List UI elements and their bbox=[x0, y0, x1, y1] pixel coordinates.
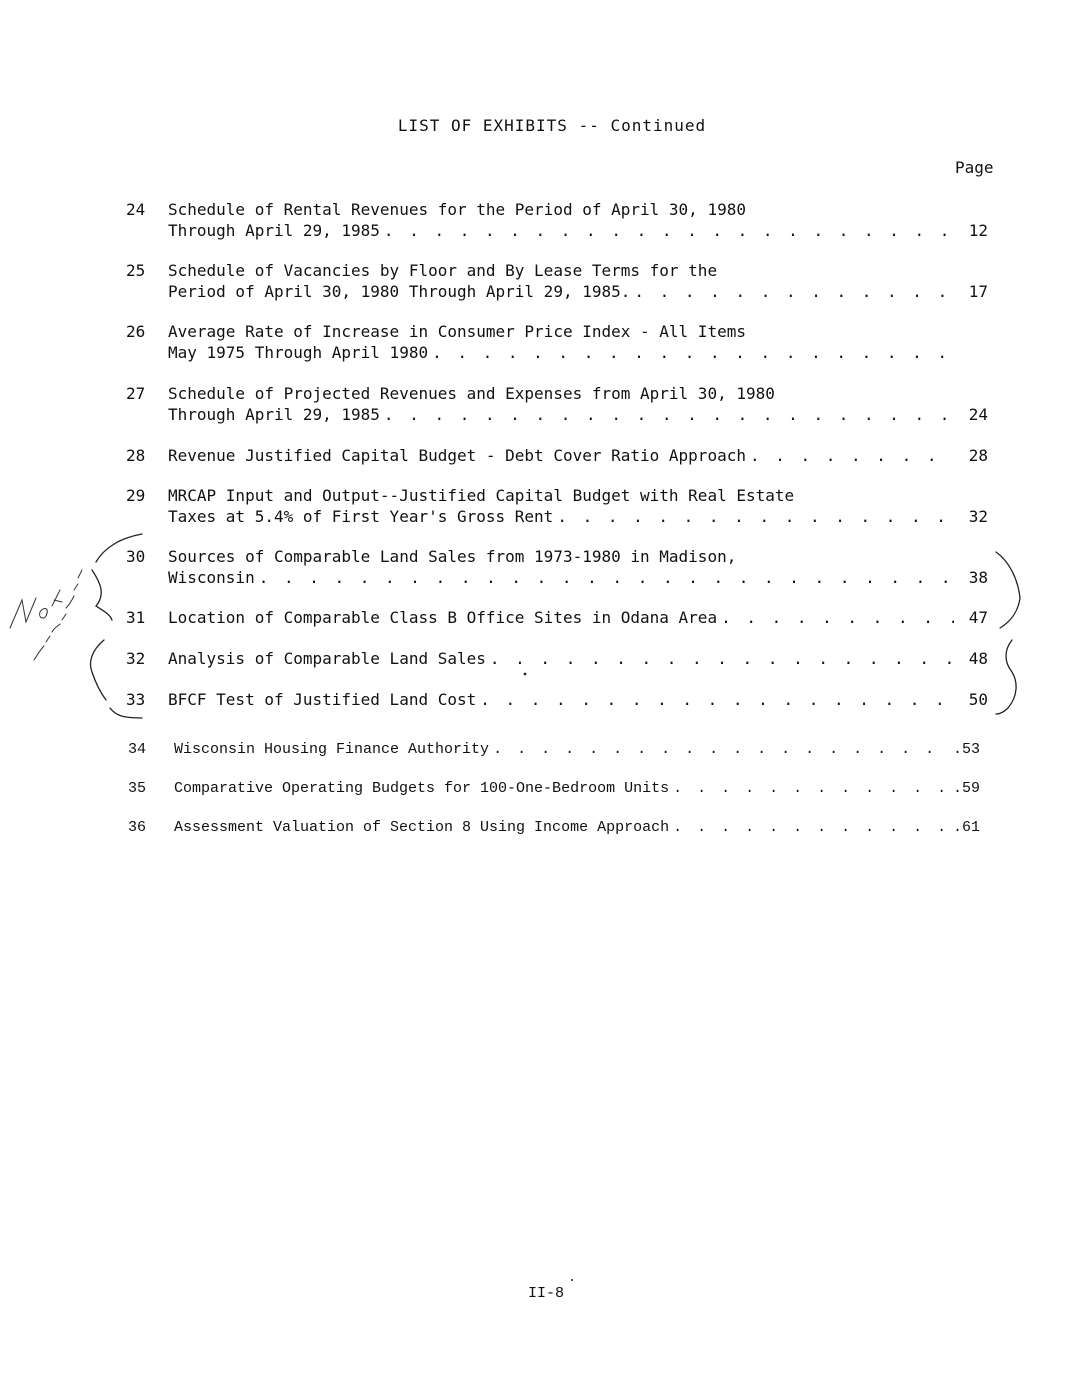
exhibit-number: 34 bbox=[128, 741, 147, 758]
exhibit-number: 36 bbox=[128, 819, 147, 836]
exhibit-number: 26 bbox=[126, 322, 146, 341]
exhibit-page-number: .53 bbox=[952, 741, 980, 758]
exhibit-number: 30 bbox=[126, 547, 146, 566]
exhibit-number: 32 bbox=[126, 649, 146, 668]
exhibit-title-text: Period of April 30, 1980 Through April 29, 1985. bbox=[168, 282, 631, 301]
exhibit-title-text: Wisconsin Housing Finance Authority bbox=[174, 741, 490, 758]
exhibit-page-number: 38 bbox=[968, 568, 988, 587]
exhibit-number: 28 bbox=[126, 446, 146, 465]
bracket-stroke bbox=[91, 640, 107, 700]
handwritten-margin-note bbox=[10, 570, 82, 660]
exhibit-title-text: May 1975 Through April 1980 bbox=[168, 343, 429, 362]
exhibit-title-line: Average Rate of Increase in Consumer Price Index - All Items bbox=[168, 322, 746, 341]
exhibit-title-text: Through April 29, 1985 bbox=[168, 405, 380, 424]
exhibit-number: 25 bbox=[126, 261, 146, 280]
exhibit-page-number: 50 bbox=[968, 690, 988, 709]
exhibit-title-text: Taxes at 5.4% of First Year's Gross Rent bbox=[168, 507, 554, 526]
exhibit-title-text: Through April 29, 1985 bbox=[168, 221, 380, 240]
exhibit-number: 27 bbox=[126, 384, 146, 403]
exhibit-title-line: Sources of Comparable Land Sales from 1973-1980 in Madison, bbox=[168, 547, 737, 566]
exhibit-page-number: 24 bbox=[968, 405, 988, 424]
exhibit-page-number: 47 bbox=[968, 608, 988, 627]
exhibit-title-text: Comparative Operating Budgets for 100-One-Bedroom Units bbox=[174, 780, 670, 797]
exhibit-number: 31 bbox=[126, 608, 146, 627]
exhibit-title-text: Revenue Justified Capital Budget - Debt Cover Ratio Approach bbox=[168, 446, 746, 465]
exhibit-title-text: Wisconsin bbox=[168, 568, 255, 587]
exhibit-title-line: MRCAP Input and Output--Justified Capital Budget with Real Estate bbox=[168, 486, 795, 505]
bracket-stroke bbox=[96, 534, 142, 562]
exhibit-page-number: 32 bbox=[968, 507, 988, 526]
page-title: LIST OF EXHIBITS -- Continued bbox=[397, 116, 707, 135]
exhibit-number: 24 bbox=[126, 200, 146, 219]
page-column-label: Page bbox=[955, 158, 994, 177]
exhibit-page-number: .61 bbox=[952, 819, 980, 836]
exhibit-page-number: 12 bbox=[968, 221, 988, 240]
exhibit-title-text: Location of Comparable Class B Office Sites in Odana Area bbox=[168, 608, 718, 627]
exhibit-page-number: 28 bbox=[968, 446, 988, 465]
exhibit-number: 35 bbox=[128, 780, 147, 797]
exhibit-title-text: Assessment Valuation of Section 8 Using Income Approach bbox=[174, 819, 670, 836]
exhibit-title-line: Schedule of Projected Revenues and Expenses from April 30, 1980 bbox=[168, 384, 775, 403]
exhibit-title-line: Schedule of Rental Revenues for the Period of April 30, 1980 bbox=[168, 200, 746, 219]
exhibit-number: 29 bbox=[126, 486, 146, 505]
bracket-stroke bbox=[110, 708, 142, 718]
exhibit-page-number: 48 bbox=[968, 649, 988, 668]
exhibit-number: 33 bbox=[126, 690, 146, 709]
bracket-stroke bbox=[996, 640, 1016, 714]
bracket-stroke bbox=[996, 552, 1020, 628]
page-footer-number: II-8 bbox=[527, 1285, 564, 1302]
exhibit-title-text: Analysis of Comparable Land Sales bbox=[168, 649, 486, 668]
exhibit-title-text: BFCF Test of Justified Land Cost bbox=[168, 690, 477, 709]
exhibit-title-line: Schedule of Vacancies by Floor and By Lease Terms for the bbox=[168, 261, 718, 280]
exhibit-page-number: 17 bbox=[968, 282, 988, 301]
bracket-stroke bbox=[92, 570, 112, 620]
exhibit-page-number: .59 bbox=[952, 780, 980, 797]
